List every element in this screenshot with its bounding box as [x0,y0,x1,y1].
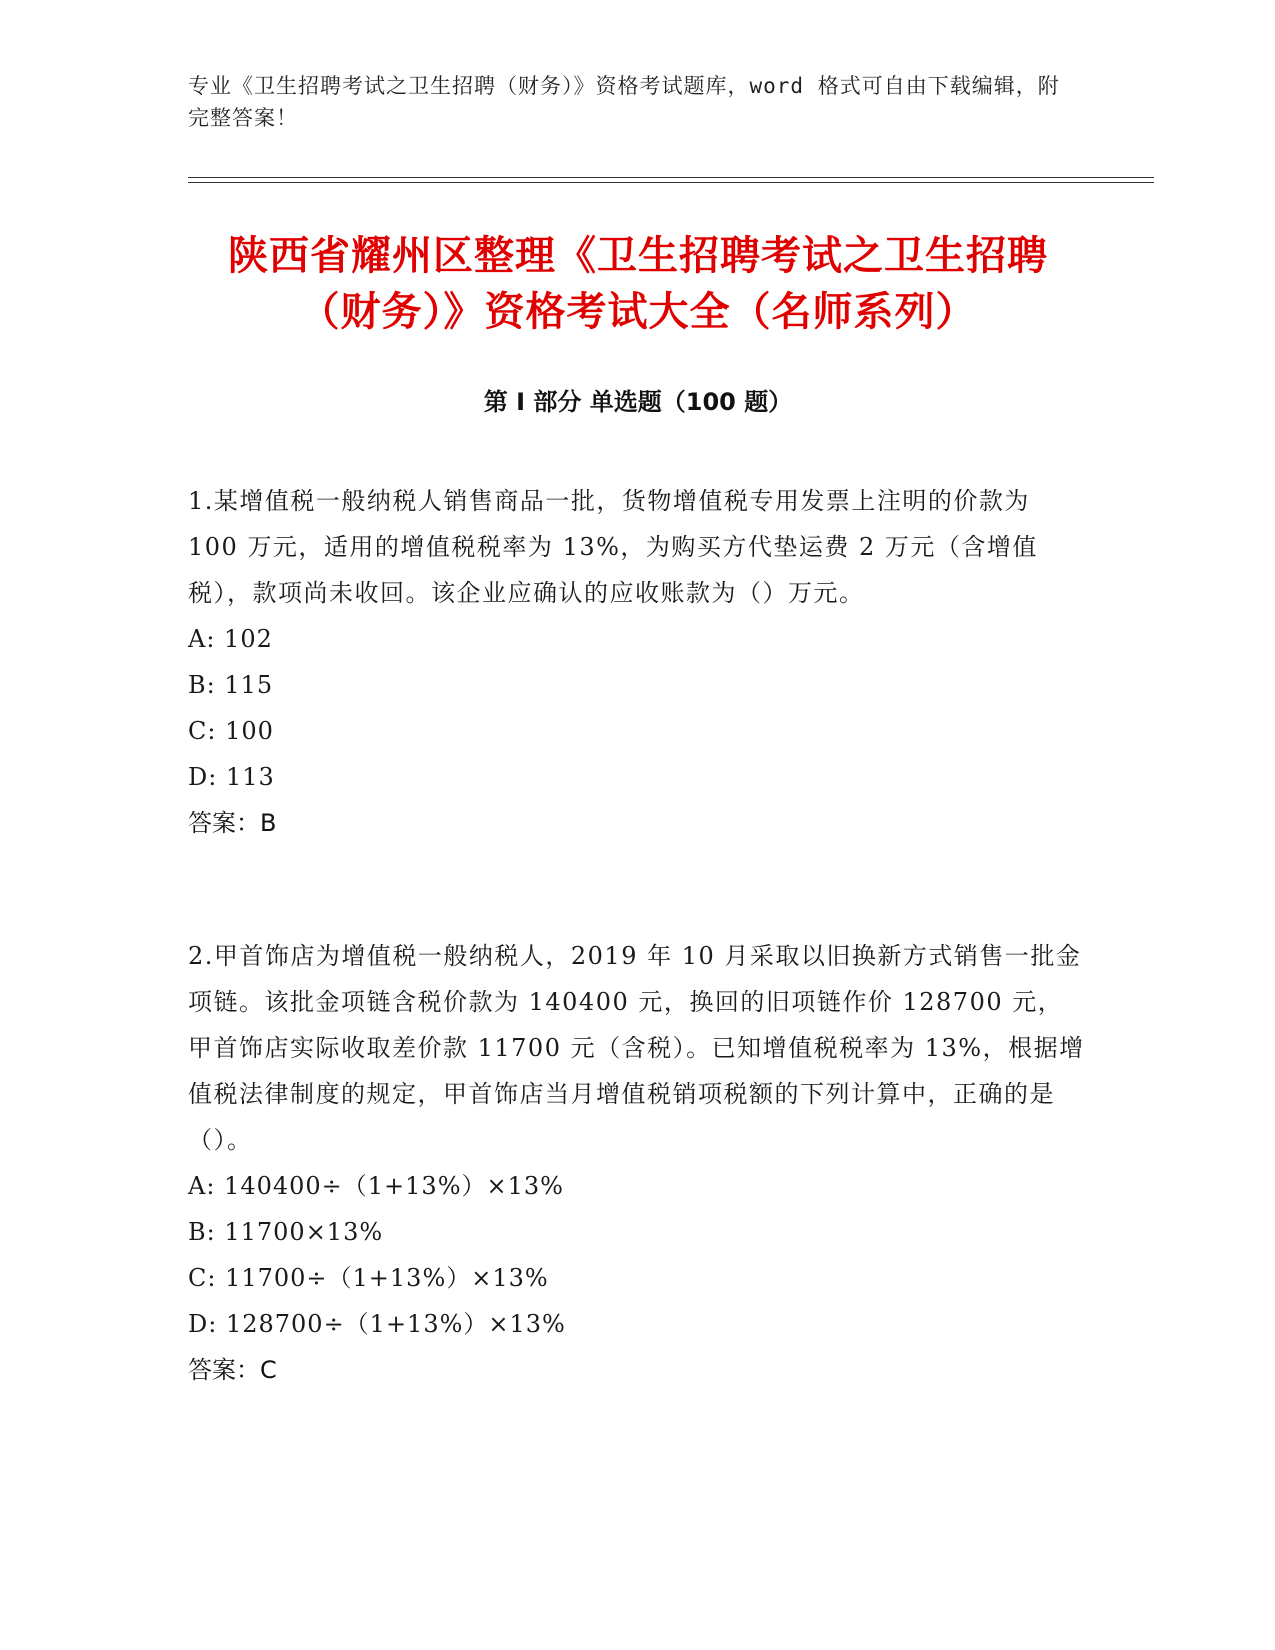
answer-line: 答案：B [188,809,277,837]
option-b: B: 11700×13% [188,1218,384,1246]
option-d: D: 128700÷（1+13%）×13% [188,1310,566,1338]
option-b: B: 115 [188,671,274,699]
answer-line: 答案：C [188,1356,277,1384]
document-header-note: 专业《卫生招聘考试之卫生招聘（财务）》资格考试题库，word 格式可自由下载编辑，附完整答案！ [188,74,1060,130]
option-a: A: 102 [188,625,273,653]
header-divider-top [188,177,1154,178]
section-title: 第 I 部分 单选题（100 题） [483,388,793,416]
option-c: C: 100 [188,717,274,745]
option-d: D: 113 [188,763,275,791]
option-a: A: 140400÷（1+13%）×13% [188,1172,564,1200]
question-2 [188,933,1088,1393]
question-1 [188,478,1088,846]
question-stem: 2.甲首饰店为增值税一般纳税人，2019 年 10 月采取以旧换新方式销售一批金项链。该批金项链含税价款为 140400 元，换回的旧项链作价 128700 元，甲首饰店实际收取差价款 11700 元（含税）。已知增值税税率为 13%，根据增值税法律制度的规定，甲首饰店当月增值税销项税额的下列计算中，正确的是（）。 [188,942,1085,1154]
document-title: 陕西省耀州区整理《卫生招聘考试之卫生招聘（财务）》资格考试大全（名师系列） [228,233,1048,335]
question-stem: 1.某增值税一般纳税人销售商品一批，货物增值税专用发票上注明的价款为 100 万元，适用的增值税税率为 13%，为购买方代垫运费 2 万元（含增值税），款项尚未收回。该企业应确认的应收账款为（）万元。 [188,487,1038,607]
header-divider-bottom [188,182,1154,183]
option-c: C: 11700÷（1+13%）×13% [188,1264,549,1292]
